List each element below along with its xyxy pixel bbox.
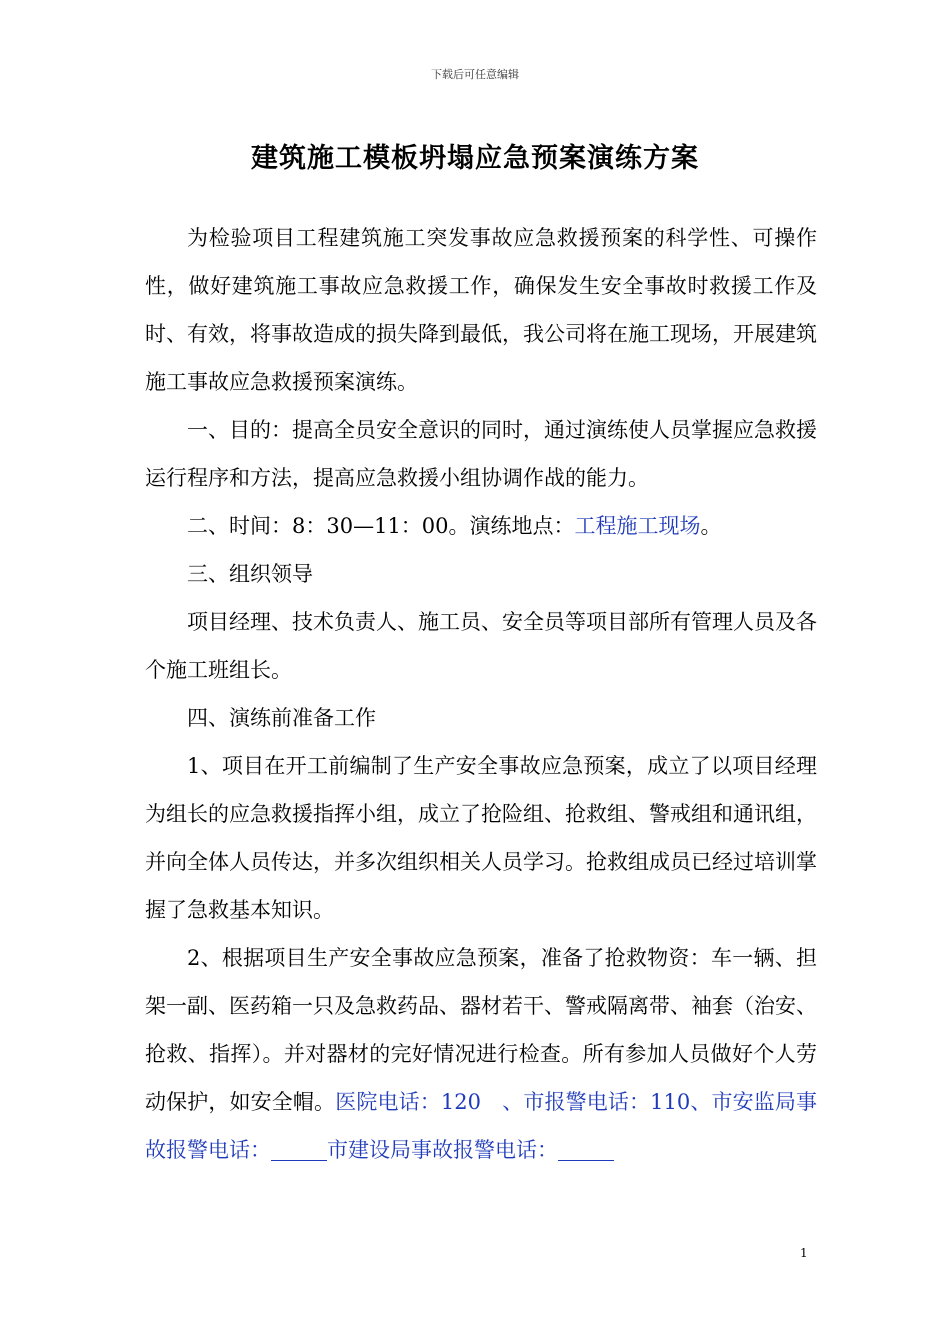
preparation-item-1: 1、项目在开工前编制了生产安全事故应急预案，成立了以项目经理为组长的应急救援指挥小组，成立了抢险组、抢救组、警戒组和通讯组，并向全体人员传达，并多次组织相关人员学习。抢救组成员已经过培训掌握了急救基本知识。 bbox=[145, 754, 817, 922]
organization-paragraph: 项目经理、技术负责人、施工员、安全员等项目部所有管理人员及各个施工班组长。 bbox=[145, 610, 817, 682]
document-title: 建筑施工模板坍塌应急预案演练方案 bbox=[251, 143, 699, 174]
emergency-phone-list[interactable]: 医院电话：120 、市报警电话：110、市安监局事故报警电话： bbox=[145, 1090, 817, 1162]
organization-heading: 三、组织领导 bbox=[187, 562, 313, 586]
safety-bureau-phone-blank bbox=[271, 1138, 327, 1161]
construction-bureau-phone-label[interactable]: 市建设局事故报警电话： bbox=[327, 1138, 558, 1162]
page-number: 1 bbox=[800, 1246, 808, 1260]
construction-bureau-phone-blank bbox=[558, 1138, 614, 1161]
time-text: 二、时间：8：30—11：00。演练地点： bbox=[187, 514, 575, 538]
preparation-item-2 bbox=[145, 934, 817, 1174]
time-location-paragraph bbox=[145, 502, 817, 550]
purpose-paragraph: 一、目的：提高全员安全意识的同时，通过演练使人员掌握应急救援运行程序和方法，提高应急救援小组协调作战的能力。 bbox=[145, 418, 817, 490]
time-suffix: 。 bbox=[700, 514, 722, 538]
intro-paragraph: 为检验项目工程建筑施工突发事故应急救援预案的科学性、可操作性，做好建筑施工事故应急救援工作，确保发生安全事故时救援工作及时、有效，将事故造成的损失降到最低，我公司将在施工现场，开展建筑施工事故应急救援预案演练。 bbox=[145, 226, 817, 394]
location-link[interactable]: 工程施工现场 bbox=[574, 514, 701, 538]
preparation-item-2-text: 2、根据项目生产安全事故应急预案，准备了抢救物资：车一辆、担架一副、医药箱一只及急救药品、器材若干、警戒隔离带、袖套（治安、抢救、指挥）。并对器材的完好情况进行检查。所有参加人员做好个人劳动保护，如安全帽。 bbox=[145, 946, 817, 1114]
preparation-heading: 四、演练前准备工作 bbox=[187, 706, 376, 730]
document-body bbox=[145, 214, 817, 1174]
header-note: 下载后可任意编辑 bbox=[431, 68, 519, 81]
